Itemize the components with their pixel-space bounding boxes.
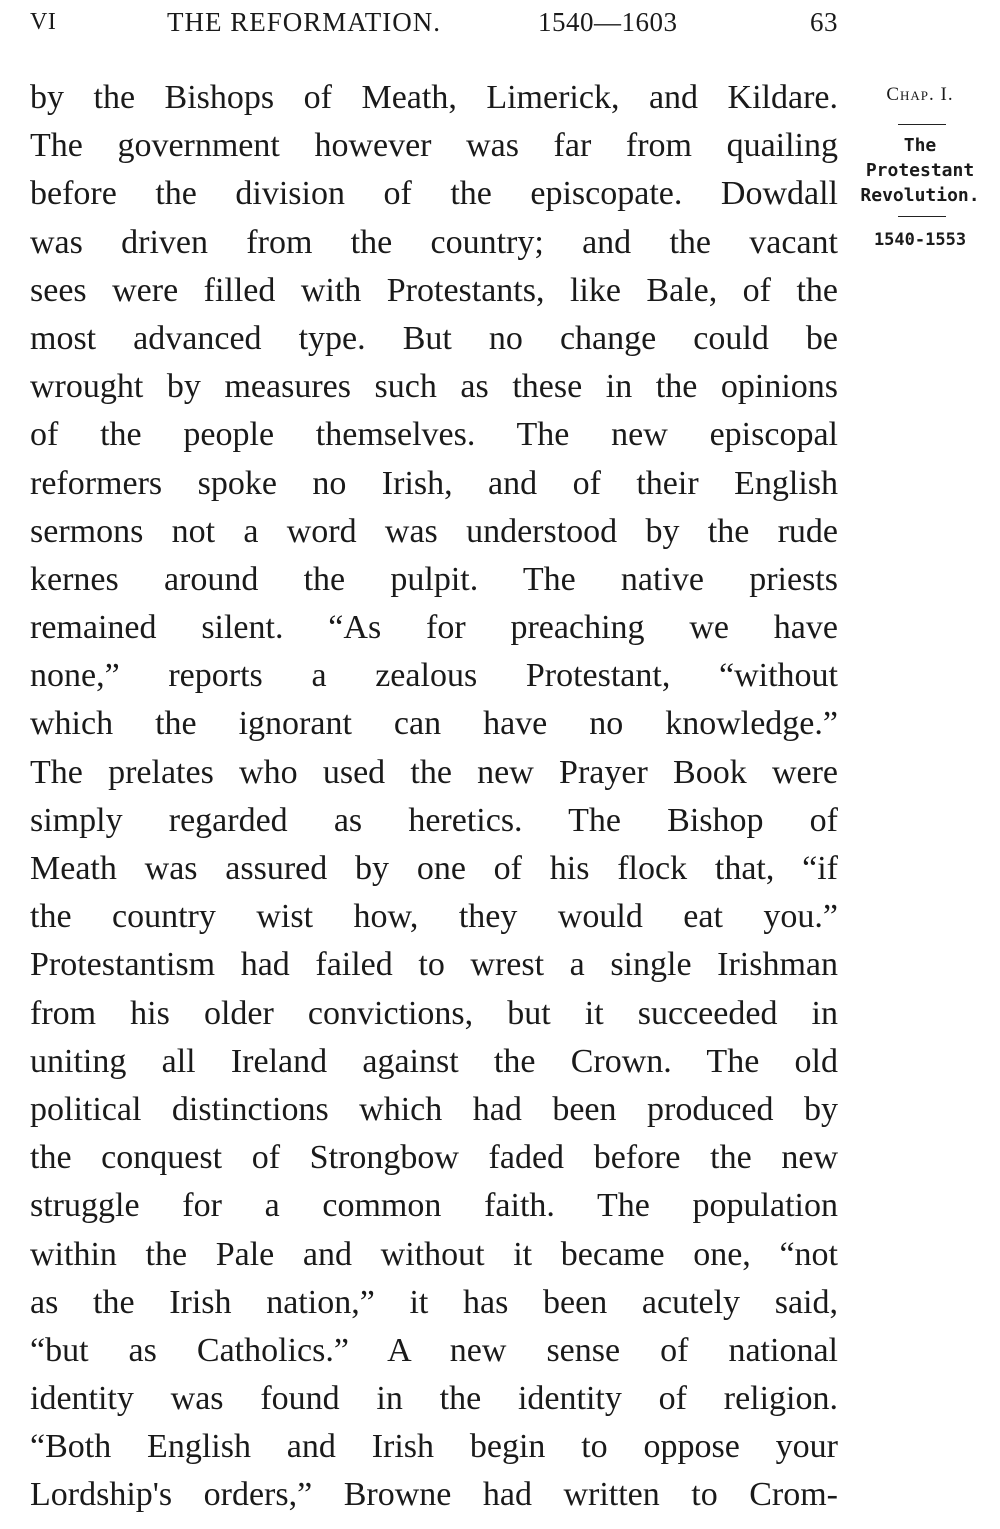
running-header xyxy=(30,4,840,40)
text-line: The prelates who used the new Prayer Book were xyxy=(30,753,838,791)
sidenote-chapter: Chap. I. xyxy=(886,84,954,105)
sidenote-date-range: 1540-1553 xyxy=(873,230,967,250)
text-line: the conquest of Strongbow faded before the new xyxy=(30,1139,838,1177)
text-line: the country wist how, they would eat you.” xyxy=(30,898,838,936)
text-line: which the ignorant can have no knowledge.” xyxy=(30,705,838,743)
header-title: THE REFORMATION. xyxy=(167,7,442,37)
text-line: none,” reports a zealous Protestant, “without xyxy=(30,657,838,695)
text-line: sees were filled with Protestants, like Bale, of the xyxy=(30,271,838,309)
text-line: struggle for a common faith. The population xyxy=(30,1187,838,1225)
text-line: The government however was far from quailing xyxy=(30,127,838,165)
text-line: kernes around the pulpit. The native priests xyxy=(30,560,838,598)
text-line: remained silent. “As for preaching we have xyxy=(30,609,838,647)
text-line: most advanced type. But no change could be xyxy=(30,319,838,357)
text-line: Meath was assured by one of his flock that, “if xyxy=(30,850,838,887)
sidenote-title-line: The xyxy=(903,135,937,156)
text-line: wrought by measures such as these in the opinions xyxy=(30,368,838,406)
text-line: simply regarded as heretics. The Bishop of xyxy=(30,801,838,839)
text-line: reformers spoke no Irish, and of their English xyxy=(30,464,838,502)
text-line: was driven from the country; and the vacant xyxy=(30,223,838,261)
page-number: 63 xyxy=(810,7,838,37)
sidenote-title xyxy=(850,133,990,208)
sidenote-title-line: Protestant xyxy=(865,160,975,181)
text-line: Protestantism had failed to wrest a single Irishman xyxy=(30,946,838,984)
text-line: before the division of the episcopate. Dowdall xyxy=(30,175,838,213)
sidenote-rule xyxy=(898,124,946,125)
text-line: uniting all Ireland against the Crown. The old xyxy=(30,1042,838,1080)
text-line: from his older convictions, but it succeeded in xyxy=(30,994,838,1032)
text-line: identity was found in the identity of religion. xyxy=(30,1380,838,1418)
text-line: sermons not a word was understood by the rude xyxy=(30,512,838,550)
text-line: by the Bishops of Meath, Limerick, and Kildare. xyxy=(30,79,838,116)
text-line: Lordship's orders,” Browne had written to Crom- xyxy=(30,1476,838,1514)
text-line: of the people themselves. The new episcopal xyxy=(30,416,838,454)
header-years: 1540—1603 xyxy=(538,7,678,37)
text-line: as the Irish nation,” it has been acutely said, xyxy=(30,1283,838,1321)
volume-number: VI xyxy=(30,9,57,35)
text-line: within the Pale and without it became one, “not xyxy=(30,1235,838,1273)
text-line: “but as Catholics.” A new sense of national xyxy=(30,1331,838,1369)
body-text xyxy=(30,74,838,1520)
text-line: political distinctions which had been produced by xyxy=(30,1090,838,1128)
text-line: “Both English and Irish begin to oppose your xyxy=(30,1428,838,1466)
sidenote-rule xyxy=(898,216,946,217)
sidenote-title-line: Revolution. xyxy=(860,185,980,206)
